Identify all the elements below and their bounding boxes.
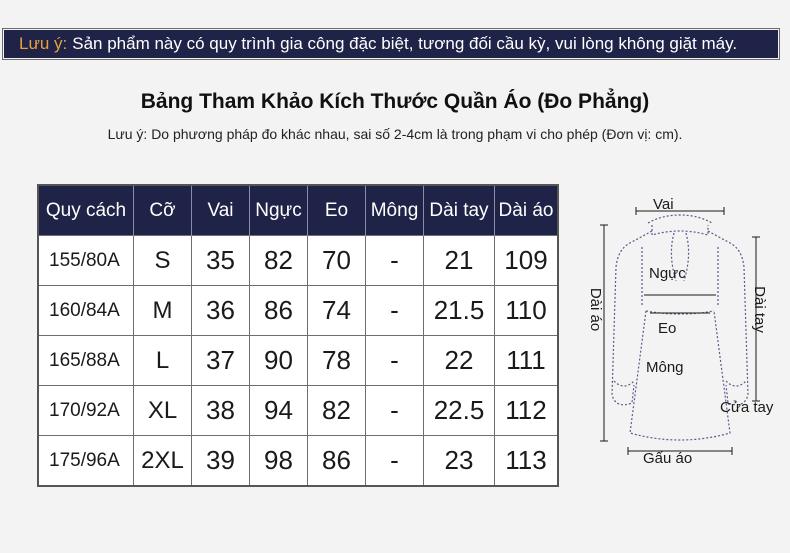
table-row bbox=[38, 336, 558, 386]
header-waist: Eo bbox=[308, 185, 366, 236]
label-hip: Mông bbox=[646, 359, 684, 376]
cell-spec: 175/96A bbox=[38, 436, 134, 487]
cell-sleeve: 22 bbox=[424, 336, 495, 386]
table-row bbox=[38, 286, 558, 336]
label-hem: Gấu áo bbox=[643, 450, 693, 467]
notice-lead: Lưu ý: bbox=[19, 34, 68, 53]
cell-spec: 170/92A bbox=[38, 386, 134, 436]
table-row bbox=[38, 236, 558, 286]
cell-chest: 90 bbox=[250, 336, 308, 386]
cell-length: 113 bbox=[495, 436, 559, 487]
table-row bbox=[38, 436, 558, 487]
header-size: Cỡ bbox=[134, 185, 192, 236]
cell-length: 111 bbox=[495, 336, 559, 386]
cell-size: M bbox=[134, 286, 192, 336]
header-sleeve: Dài tay bbox=[424, 185, 495, 236]
header-shoulder: Vai bbox=[192, 185, 250, 236]
label-shoulder: Vai bbox=[653, 196, 674, 213]
cell-sleeve: 21 bbox=[424, 236, 495, 286]
cell-waist: 86 bbox=[308, 436, 366, 487]
cell-shoulder: 39 bbox=[192, 436, 250, 487]
table-header-row bbox=[38, 185, 558, 236]
cell-shoulder: 38 bbox=[192, 386, 250, 436]
cell-chest: 86 bbox=[250, 286, 308, 336]
cell-shoulder: 35 bbox=[192, 236, 250, 286]
cell-hip: - bbox=[366, 286, 424, 336]
cell-sleeve: 23 bbox=[424, 436, 495, 487]
notice-text: Sản phẩm này có quy trình gia công đặc biệt, tương đối cầu kỳ, vui lòng không giặt máy. bbox=[72, 34, 738, 53]
cell-spec: 155/80A bbox=[38, 236, 134, 286]
cell-hip: - bbox=[366, 386, 424, 436]
label-cuff: Cửa tay bbox=[720, 399, 774, 416]
cell-size: 2XL bbox=[134, 436, 192, 487]
cell-sleeve: 22.5 bbox=[424, 386, 495, 436]
header-hip: Mông bbox=[366, 185, 424, 236]
cell-shoulder: 36 bbox=[192, 286, 250, 336]
page-subtitle: Lưu ý: Do phương pháp đo khác nhau, sai số 2-4cm là trong phạm vi cho phép (Đơn vị: cm). bbox=[107, 126, 683, 142]
cell-waist: 78 bbox=[308, 336, 366, 386]
cell-chest: 94 bbox=[250, 386, 308, 436]
cell-waist: 74 bbox=[308, 286, 366, 336]
notice-banner bbox=[4, 30, 778, 58]
cell-length: 109 bbox=[495, 236, 559, 286]
table-row bbox=[38, 386, 558, 436]
cell-hip: - bbox=[366, 436, 424, 487]
label-chest: Ngực bbox=[649, 265, 686, 282]
cell-hip: - bbox=[366, 236, 424, 286]
label-waist: Eo bbox=[658, 320, 677, 337]
cell-sleeve: 21.5 bbox=[424, 286, 495, 336]
page-title: Bảng Tham Khảo Kích Thước Quần Áo (Đo Phẳng) bbox=[140, 90, 650, 113]
header-spec: Quy cách bbox=[38, 185, 134, 236]
label-length: Dài áo bbox=[587, 287, 605, 332]
cell-waist: 70 bbox=[308, 236, 366, 286]
cell-size: L bbox=[134, 336, 192, 386]
cell-waist: 82 bbox=[308, 386, 366, 436]
cell-hip: - bbox=[366, 336, 424, 386]
cell-chest: 98 bbox=[250, 436, 308, 487]
header-chest: Ngực bbox=[250, 185, 308, 236]
cell-size: XL bbox=[134, 386, 192, 436]
cell-length: 110 bbox=[495, 286, 559, 336]
cell-length: 112 bbox=[495, 386, 559, 436]
cell-shoulder: 37 bbox=[192, 336, 250, 386]
garment-diagram bbox=[580, 185, 780, 475]
cell-spec: 160/84A bbox=[38, 286, 134, 336]
cell-spec: 165/88A bbox=[38, 336, 134, 386]
cell-chest: 82 bbox=[250, 236, 308, 286]
cell-size: S bbox=[134, 236, 192, 286]
header-length: Dài áo bbox=[495, 185, 559, 236]
label-sleeve: Dài tay bbox=[750, 286, 768, 333]
size-table bbox=[37, 184, 559, 487]
